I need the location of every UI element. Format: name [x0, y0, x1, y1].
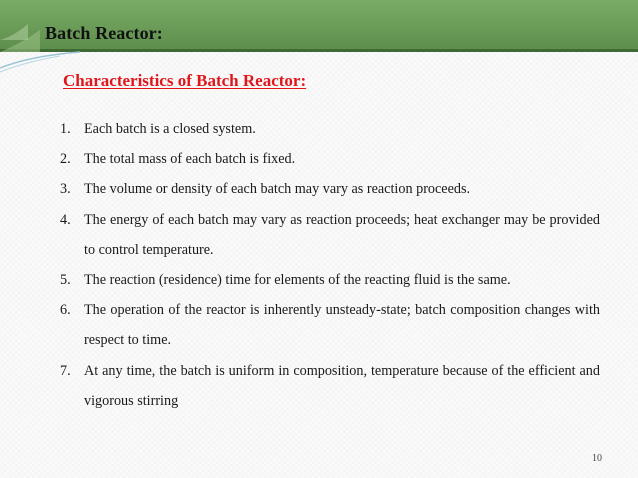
list-item — [60, 265, 600, 295]
list-item — [60, 174, 600, 204]
list-item — [60, 356, 600, 416]
list-item — [60, 114, 600, 144]
list-item-number: 3. — [60, 181, 71, 198]
list-item-number: 4. — [60, 211, 71, 228]
list-item — [60, 295, 600, 355]
list-item-text: The energy of each batch may vary as reaction proceeds; heat exchanger may be provided to control temperature. — [84, 211, 600, 258]
list-item-text: The operation of the reactor is inherently unsteady-state; batch composition changes with respect to time. — [84, 302, 600, 349]
list-item-number: 2. — [60, 151, 71, 168]
list-item-text: At any time, the batch is uniform in composition, temperature because of the efficient and vigorous stirring — [84, 362, 600, 409]
list-item-number: 6. — [60, 302, 71, 319]
list-item-number: 5. — [60, 272, 71, 289]
list-item-text: The volume or density of each batch may vary as reaction proceeds. — [84, 181, 471, 198]
slide-title: Batch Reactor: — [45, 23, 163, 43]
list-item-text: The total mass of each batch is fixed. — [84, 151, 296, 168]
list-item-text: Each batch is a closed system. — [84, 121, 256, 137]
characteristics-list — [60, 114, 600, 416]
list-item — [60, 205, 600, 265]
list-item-text: The reaction (residence) time for elements of the reacting fluid is the same. — [84, 272, 511, 289]
list-item-number: 7. — [60, 362, 71, 379]
list-item-number: 1. — [60, 121, 71, 137]
page-number: 10 — [592, 453, 602, 464]
list-item — [60, 144, 600, 174]
section-subtitle: Characteristics of Batch Reactor: — [63, 71, 307, 90]
